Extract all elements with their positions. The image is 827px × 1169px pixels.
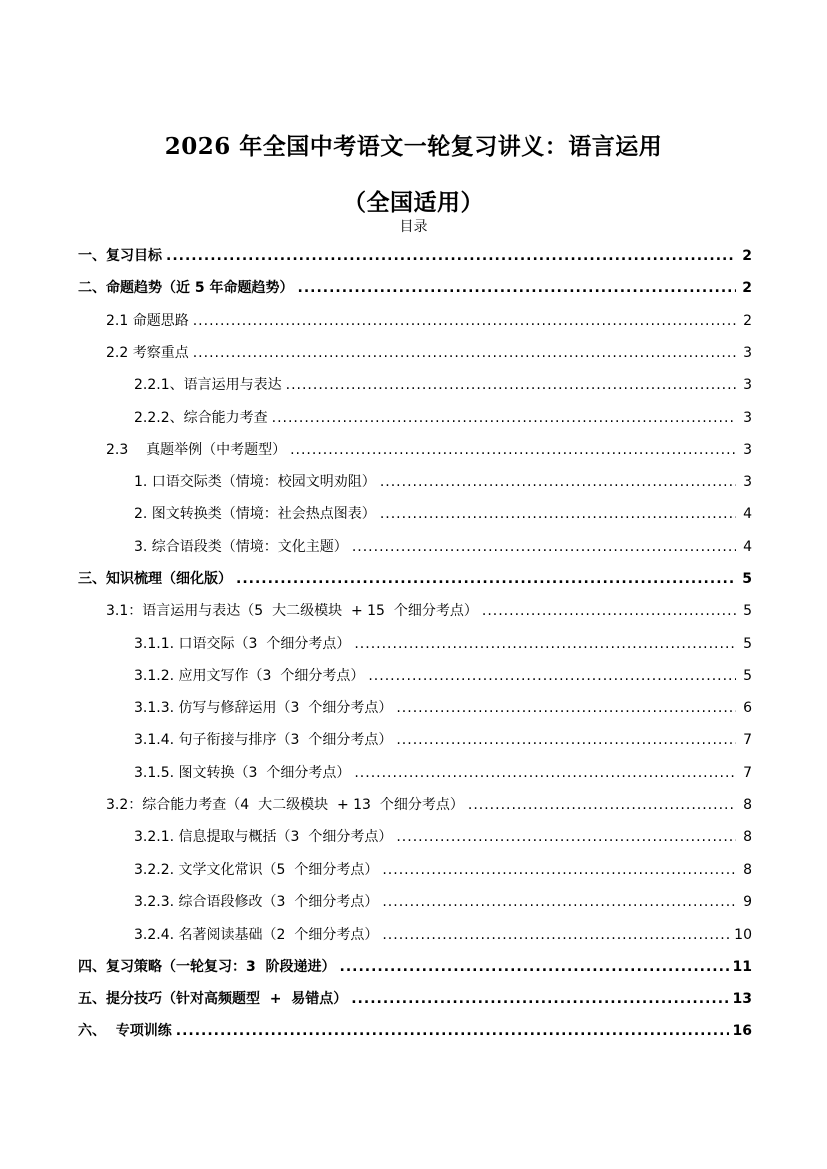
toc-entry-2-1[interactable] — [106, 309, 752, 333]
toc-entry-label: 六、 专项训练 — [78, 1023, 172, 1039]
toc-entry-page: 3 — [743, 410, 752, 426]
toc-entry-label: 1. 口语交际类（情境：校园文明劝阻） — [134, 474, 376, 490]
toc-entry-label: 3.1：语言运用与表达（5 大二级模块 + 15 个细分考点） — [106, 603, 478, 619]
toc-leader — [351, 987, 728, 1011]
toc-entry-page: 3 — [743, 474, 752, 490]
toc-leader — [340, 955, 729, 979]
toc-leader — [272, 406, 736, 430]
toc-leader — [380, 502, 736, 526]
toc-entry-strategy[interactable] — [78, 955, 752, 979]
toc-leader — [396, 728, 736, 752]
toc-entry-page: 8 — [743, 797, 752, 813]
toc-entry-page: 3 — [743, 442, 752, 458]
toc-entry-label: 3.2.3. 综合语段修改（3 个细分考点） — [134, 894, 379, 910]
toc-entry-label: 二、命题趋势（近 5 年命题趋势） — [78, 280, 294, 296]
toc-entry-review-goals[interactable] — [78, 244, 752, 268]
toc-leader — [368, 664, 736, 688]
toc-entry-page: 16 — [732, 1023, 752, 1039]
toc-entry-chart-conversion[interactable] — [134, 502, 752, 526]
toc-entry-3-1-4[interactable] — [134, 728, 752, 752]
toc-leader — [354, 632, 736, 656]
toc-entry-knowledge[interactable] — [78, 567, 752, 591]
toc-entry-3-1-1[interactable] — [134, 632, 752, 656]
toc-entry-page: 7 — [743, 765, 752, 781]
toc-entry-page: 9 — [743, 894, 752, 910]
toc-leader — [354, 761, 736, 785]
toc-heading: 目录 — [399, 219, 428, 235]
toc-entry-page: 10 — [734, 927, 752, 943]
toc-entry-page: 4 — [743, 506, 752, 522]
toc-leader — [290, 438, 736, 462]
toc-entry-label: 2. 图文转换类（情境：社会热点图表） — [134, 506, 376, 522]
toc-entry-page: 3 — [743, 377, 752, 393]
toc-entry-page: 2 — [742, 280, 752, 296]
toc-leader — [382, 890, 736, 914]
toc-entry-2-2-1[interactable] — [134, 373, 752, 397]
document-title: 2026 年全国中考语文一轮复习讲义：语言运用 — [164, 133, 663, 160]
toc-entry-label: 3.1.4. 句子衔接与排序（3 个细分考点） — [134, 732, 393, 748]
toc-entry-3-2-2[interactable] — [134, 858, 752, 882]
toc-entry-page: 4 — [743, 539, 752, 555]
toc-leader — [286, 373, 736, 397]
toc-entry-label: 3.2：综合能力考查（4 大二级模块 + 13 个细分考点） — [106, 797, 464, 813]
toc-entry-page: 5 — [743, 668, 752, 684]
toc-leader — [176, 1019, 729, 1043]
toc-entry-2-3[interactable] — [106, 438, 752, 462]
toc-entry-page: 2 — [742, 248, 752, 264]
toc-entry-label: 3.1.2. 应用文写作（3 个细分考点） — [134, 668, 365, 684]
toc-entry-page: 3 — [743, 345, 752, 361]
toc-leader — [352, 535, 736, 559]
toc-entry-2-2-2[interactable] — [134, 406, 752, 430]
toc-entry-label: 2.2.1、语言运用与表达 — [134, 377, 282, 393]
toc-leader — [482, 599, 736, 623]
toc-entry-3-2-1[interactable] — [134, 825, 752, 849]
toc-entry-label: 2.1 命题思路 — [106, 313, 189, 329]
toc-leader — [193, 309, 736, 333]
toc-entry-label: 3. 综合语段类（情境：文化主题） — [134, 539, 348, 555]
toc-entry-label: 三、知识梳理（细化版） — [78, 571, 232, 587]
toc-leader — [468, 793, 736, 817]
toc-entry-page: 7 — [743, 732, 752, 748]
toc-entry-label: 3.1.3. 仿写与修辞运用（3 个细分考点） — [134, 700, 393, 716]
toc-entry-page: 2 — [743, 313, 752, 329]
toc-leader — [396, 825, 736, 849]
toc-leader — [193, 341, 736, 365]
toc-leader — [298, 276, 737, 300]
toc-entry-3-2-4[interactable] — [134, 923, 752, 947]
toc-entry-training[interactable] — [78, 1019, 752, 1043]
toc-leader — [396, 696, 736, 720]
toc-entry-page: 5 — [743, 603, 752, 619]
toc-entry-trends[interactable] — [78, 276, 752, 300]
toc-leader — [380, 470, 736, 494]
toc-entry-label: 3.1.5. 图文转换（3 个细分考点） — [134, 765, 351, 781]
toc-entry-label: 3.1.1. 口语交际（3 个细分考点） — [134, 636, 351, 652]
toc-entry-3-1-5[interactable] — [134, 761, 752, 785]
toc-entry-tips[interactable] — [78, 987, 752, 1011]
toc-entry-label: 2.2.2、综合能力考查 — [134, 410, 268, 426]
toc-entry-label: 2.3 真题举例（中考题型） — [106, 442, 287, 458]
toc-entry-comprehensive-passage[interactable] — [134, 535, 752, 559]
toc-entry-label: 一、复习目标 — [78, 248, 162, 264]
toc-leader — [166, 244, 736, 268]
toc-leader — [236, 567, 736, 591]
toc-entry-label: 3.2.2. 文学文化常识（5 个细分考点） — [134, 862, 379, 878]
toc-entry-page: 13 — [732, 991, 752, 1007]
document-subtitle: （全国适用） — [343, 189, 484, 216]
toc-leader — [382, 858, 736, 882]
toc-entry-label: 四、复习策略（一轮复习：3 阶段递进） — [78, 959, 336, 975]
toc-entry-label: 五、提分技巧（针对高频题型 + 易错点） — [78, 991, 348, 1007]
toc-entry-page: 11 — [732, 959, 752, 975]
toc-entry-3-1[interactable] — [106, 599, 752, 623]
toc-entry-2-2[interactable] — [106, 341, 752, 365]
toc-entry-label: 3.2.1. 信息提取与概括（3 个细分考点） — [134, 829, 393, 845]
toc-entry-page: 5 — [743, 636, 752, 652]
toc-entry-page: 8 — [743, 829, 752, 845]
toc-entry-page: 6 — [743, 700, 752, 716]
toc-entry-3-1-3[interactable] — [134, 696, 752, 720]
toc-entry-3-2[interactable] — [106, 793, 752, 817]
toc-entry-3-1-2[interactable] — [134, 664, 752, 688]
toc-leader — [382, 923, 730, 947]
toc-entry-label: 2.2 考察重点 — [106, 345, 189, 361]
toc-entry-page: 5 — [742, 571, 752, 587]
toc-entry-oral-communication[interactable] — [134, 470, 752, 494]
toc-entry-3-2-3[interactable] — [134, 890, 752, 914]
toc-entry-label: 3.2.4. 名著阅读基础（2 个细分考点） — [134, 927, 379, 943]
toc-entry-page: 8 — [743, 862, 752, 878]
